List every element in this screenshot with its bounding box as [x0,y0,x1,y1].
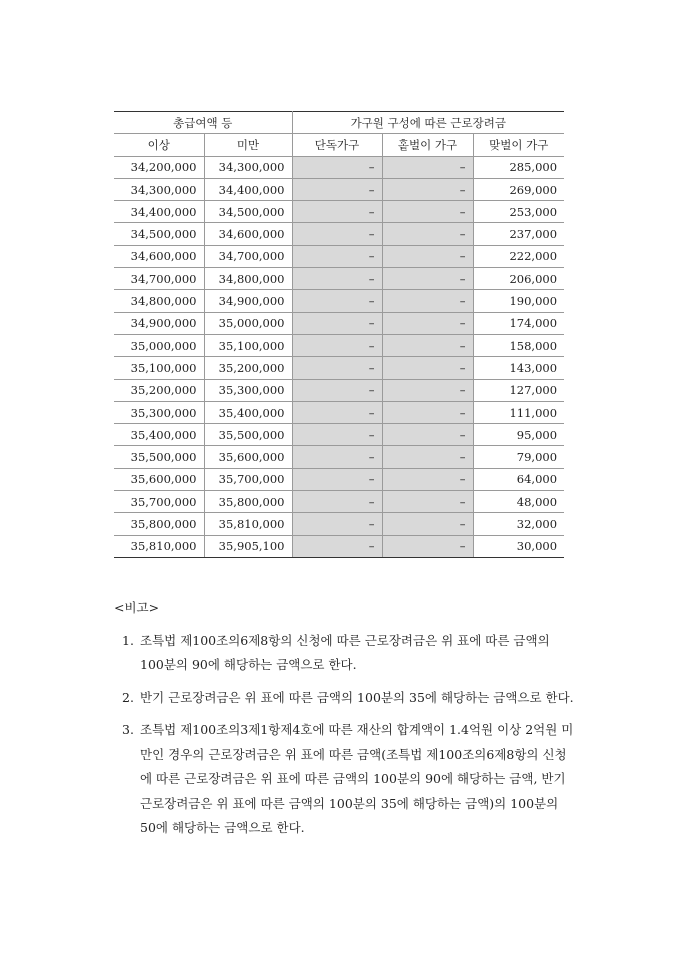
cell-single-earner: – [382,379,473,401]
cell-min: 34,800,000 [114,290,204,312]
notes-section [114,596,574,849]
table-header-row [114,134,564,156]
cell-single-earner: – [382,468,473,490]
cell-max: 35,000,000 [204,312,292,334]
cell-single: – [292,156,382,178]
table-row [114,446,564,468]
cell-single-earner: – [382,156,473,178]
header-dual-earner: 맞벌이 가구 [473,134,564,156]
notes-title: <비고> [114,600,160,615]
cell-dual-earner: 222,000 [473,245,564,267]
cell-min: 34,200,000 [114,156,204,178]
cell-max: 35,600,000 [204,446,292,468]
cell-single: – [292,312,382,334]
cell-max: 35,810,000 [204,513,292,535]
table-row [114,513,564,535]
cell-min: 34,500,000 [114,223,204,245]
cell-min: 34,600,000 [114,245,204,267]
note-text: 조특법 제100조의6제8항의 신청에 따른 근로장려금은 위 표에 따른 금액의 100분의 90에 해당하는 금액으로 한다. [140,632,550,672]
cell-max: 35,700,000 [204,468,292,490]
cell-max: 35,800,000 [204,491,292,513]
cell-single: – [292,446,382,468]
cell-dual-earner: 253,000 [473,201,564,223]
cell-max: 35,300,000 [204,379,292,401]
cell-single: – [292,513,382,535]
cell-min: 35,200,000 [114,379,204,401]
table-row [114,245,564,267]
table-row [114,424,564,446]
table-row [114,223,564,245]
cell-min: 35,100,000 [114,357,204,379]
cell-single-earner: – [382,268,473,290]
cell-dual-earner: 95,000 [473,424,564,446]
header-single: 단독가구 [292,134,382,156]
notes-list [114,629,574,841]
table-row [114,268,564,290]
cell-single-earner: – [382,401,473,423]
cell-single: – [292,379,382,401]
cell-single-earner: – [382,201,473,223]
cell-single: – [292,334,382,356]
cell-max: 35,100,000 [204,334,292,356]
header-max: 미만 [204,134,292,156]
cell-single: – [292,201,382,223]
cell-single-earner: – [382,513,473,535]
cell-dual-earner: 143,000 [473,357,564,379]
cell-single: – [292,223,382,245]
header-household-credit: 가구원 구성에 따른 근로장려금 [292,112,564,134]
cell-single: – [292,401,382,423]
table-row [114,201,564,223]
cell-single-earner: – [382,491,473,513]
table-row [114,401,564,423]
cell-dual-earner: 174,000 [473,312,564,334]
note-number: 1. [122,632,134,648]
cell-dual-earner: 190,000 [473,290,564,312]
table-header-group-row [114,112,564,134]
cell-single: – [292,491,382,513]
header-min: 이상 [114,134,204,156]
note-text: 조특법 제100조의3제1항제4호에 따른 재산의 합계액이 1.4억원 이상 2억원 미만인 경우의 근로장려금은 위 표에 따른 금액(조특법 제100조의6제8항의 신청에 따른 근로장려금은 위 표에 따른 금액의 100분의 90에 해당하는 금액, 반기 근로장려금은 위 표에 따른 금액의 100분의 35에 해당하는 금액)의 100분의 50에 해당하는 금액으로 한다. [140,722,574,835]
table-row [114,379,564,401]
note-number: 2. [122,689,134,705]
cell-min: 35,300,000 [114,401,204,423]
table-row [114,535,564,557]
cell-max: 34,700,000 [204,245,292,267]
cell-single: – [292,468,382,490]
cell-min: 34,700,000 [114,268,204,290]
cell-single-earner: – [382,424,473,446]
cell-dual-earner: 30,000 [473,535,564,557]
cell-single-earner: – [382,334,473,356]
cell-min: 34,900,000 [114,312,204,334]
cell-dual-earner: 64,000 [473,468,564,490]
table-row [114,357,564,379]
cell-single-earner: – [382,446,473,468]
earned-income-credit-table [114,111,564,558]
table-row [114,156,564,178]
note-item [114,629,574,678]
table-row [114,312,564,334]
cell-min: 35,600,000 [114,468,204,490]
cell-dual-earner: 285,000 [473,156,564,178]
header-single-earner: 홑벌이 가구 [382,134,473,156]
cell-dual-earner: 206,000 [473,268,564,290]
cell-dual-earner: 32,000 [473,513,564,535]
cell-single-earner: – [382,535,473,557]
table-row [114,491,564,513]
cell-min: 34,300,000 [114,178,204,200]
cell-dual-earner: 127,000 [473,379,564,401]
table-body [114,156,564,557]
cell-single-earner: – [382,357,473,379]
cell-single: – [292,290,382,312]
cell-dual-earner: 269,000 [473,178,564,200]
cell-min: 34,400,000 [114,201,204,223]
cell-single: – [292,535,382,557]
cell-min: 35,800,000 [114,513,204,535]
cell-single: – [292,424,382,446]
cell-single-earner: – [382,223,473,245]
cell-max: 35,500,000 [204,424,292,446]
cell-single-earner: – [382,245,473,267]
table-row [114,290,564,312]
cell-max: 35,905,100 [204,535,292,557]
cell-single: – [292,178,382,200]
cell-max: 34,300,000 [204,156,292,178]
cell-single-earner: – [382,290,473,312]
table-row [114,178,564,200]
cell-dual-earner: 48,000 [473,491,564,513]
cell-min: 35,700,000 [114,491,204,513]
cell-min: 35,400,000 [114,424,204,446]
cell-dual-earner: 111,000 [473,401,564,423]
cell-min: 35,500,000 [114,446,204,468]
cell-single-earner: – [382,312,473,334]
cell-max: 34,400,000 [204,178,292,200]
cell-max: 34,500,000 [204,201,292,223]
table-row [114,468,564,490]
cell-min: 35,810,000 [114,535,204,557]
cell-single: – [292,245,382,267]
cell-max: 35,400,000 [204,401,292,423]
cell-max: 34,900,000 [204,290,292,312]
note-item [114,718,574,841]
cell-single: – [292,357,382,379]
cell-dual-earner: 79,000 [473,446,564,468]
cell-max: 34,600,000 [204,223,292,245]
cell-dual-earner: 237,000 [473,223,564,245]
cell-max: 35,200,000 [204,357,292,379]
cell-single-earner: – [382,178,473,200]
note-item [114,686,574,711]
cell-min: 35,000,000 [114,334,204,356]
note-text: 반기 근로장려금은 위 표에 따른 금액의 100분의 35에 해당하는 금액으로 한다. [140,689,574,705]
cell-max: 34,800,000 [204,268,292,290]
cell-single: – [292,268,382,290]
note-number: 3. [122,722,134,737]
cell-dual-earner: 158,000 [473,334,564,356]
table-row [114,334,564,356]
header-total-income: 총급여액 등 [114,112,292,134]
